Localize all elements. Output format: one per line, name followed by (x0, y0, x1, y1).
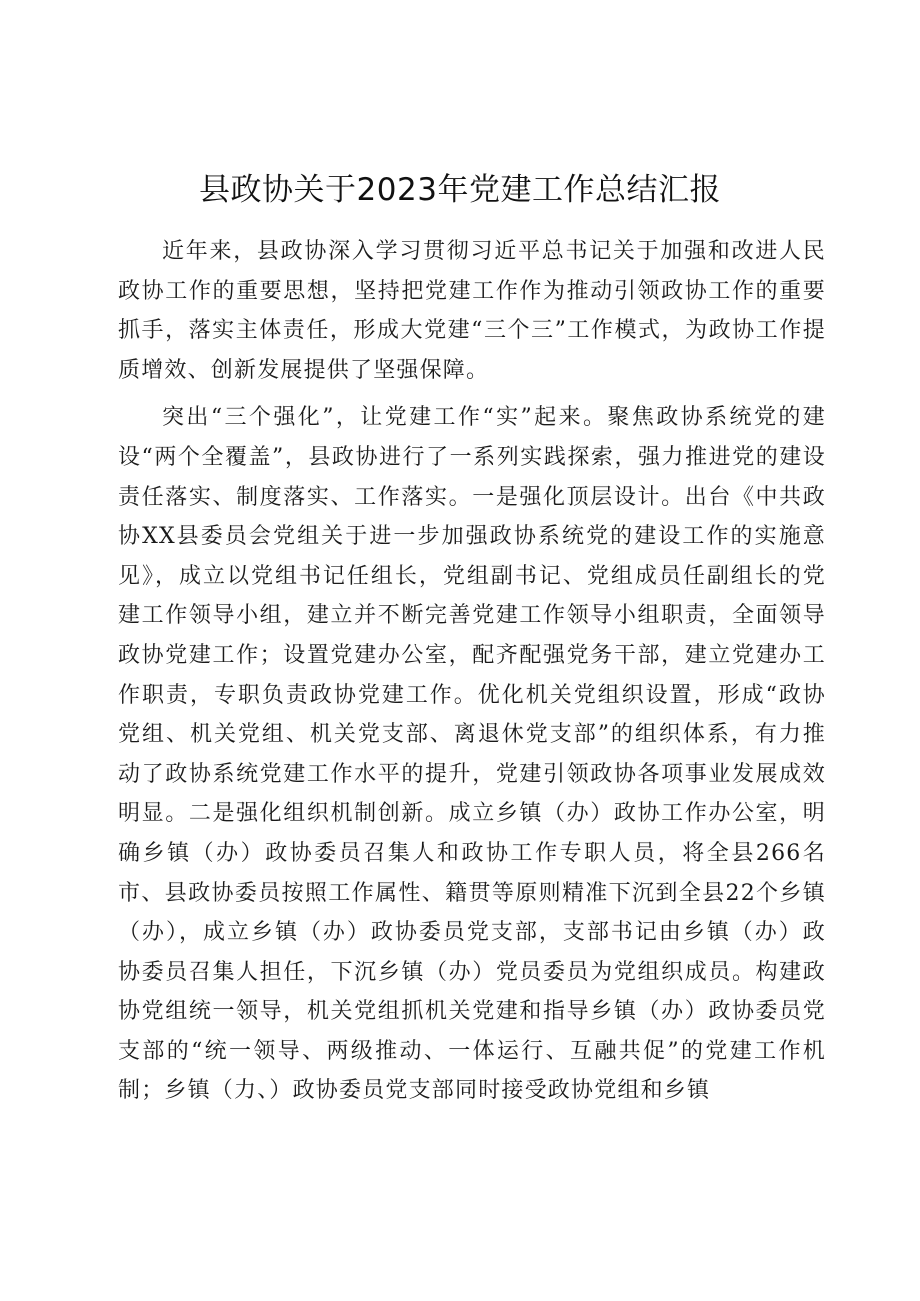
document-body (118, 232, 826, 1111)
paragraph-three-strengthen: 突出“三个强化”，让党建工作“实”起来。聚焦政协系统党的建设“两个全覆盖”，县政协进行了一系列实践探索，强力推进党的建设责任落实、制度落实、工作落实。一是强化顶层设计。出台《中共政协XX县委员会党组关于进一步加强政协系统党的建设工作的实施意见》，成立以党组书记任组长，党组副书记、党组成员任副组长的党建工作领导小组，建立并不断完善党建工作领导小组职责，全面领导政协党建工作；设置党建办公室，配齐配强党务干部，建立党建办工作职责，专职负责政协党建工作。优化机关党组织设置，形成“政协党组、机关党组、机关党支部、离退休党支部”的组织体系，有力推动了政协系统党建工作水平的提升，党建引领政协各项事业发展成效明显。二是强化组织机制创新。成立乡镇（办）政协工作办公室，明确乡镇（办）政协委员召集人和政协工作专职人员，将全县266名市、县政协委员按照工作属性、籍贯等原则精准下沉到全县22个乡镇（办），成立乡镇（办）政协委员党支部，支部书记由乡镇（办）政协委员召集人担任，下沉乡镇（办）党员委员为党组织成员。构建政协党组统一领导，机关党组抓机关党建和指导乡镇（办）政协委员党支部的“统一领导、两级推动、一体运行、互融共促”的党建工作机制；乡镇（力、）政协委员党支部同时接受政协党组和乡镇 (118, 405, 826, 1104)
document-title: 县政协关于2023年党建工作总结汇报 (199, 172, 721, 208)
paragraph-intro: 近年来，县政协深入学习贯彻习近平总书记关于加强和改进人民政协工作的重要思想，坚持把党建工作作为推动引领政协工作的重要抓手，落实主体责任，形成大党建“三个三”工作模式，为政协工作提质增效、创新发展提供了坚强保障。 (118, 239, 826, 383)
